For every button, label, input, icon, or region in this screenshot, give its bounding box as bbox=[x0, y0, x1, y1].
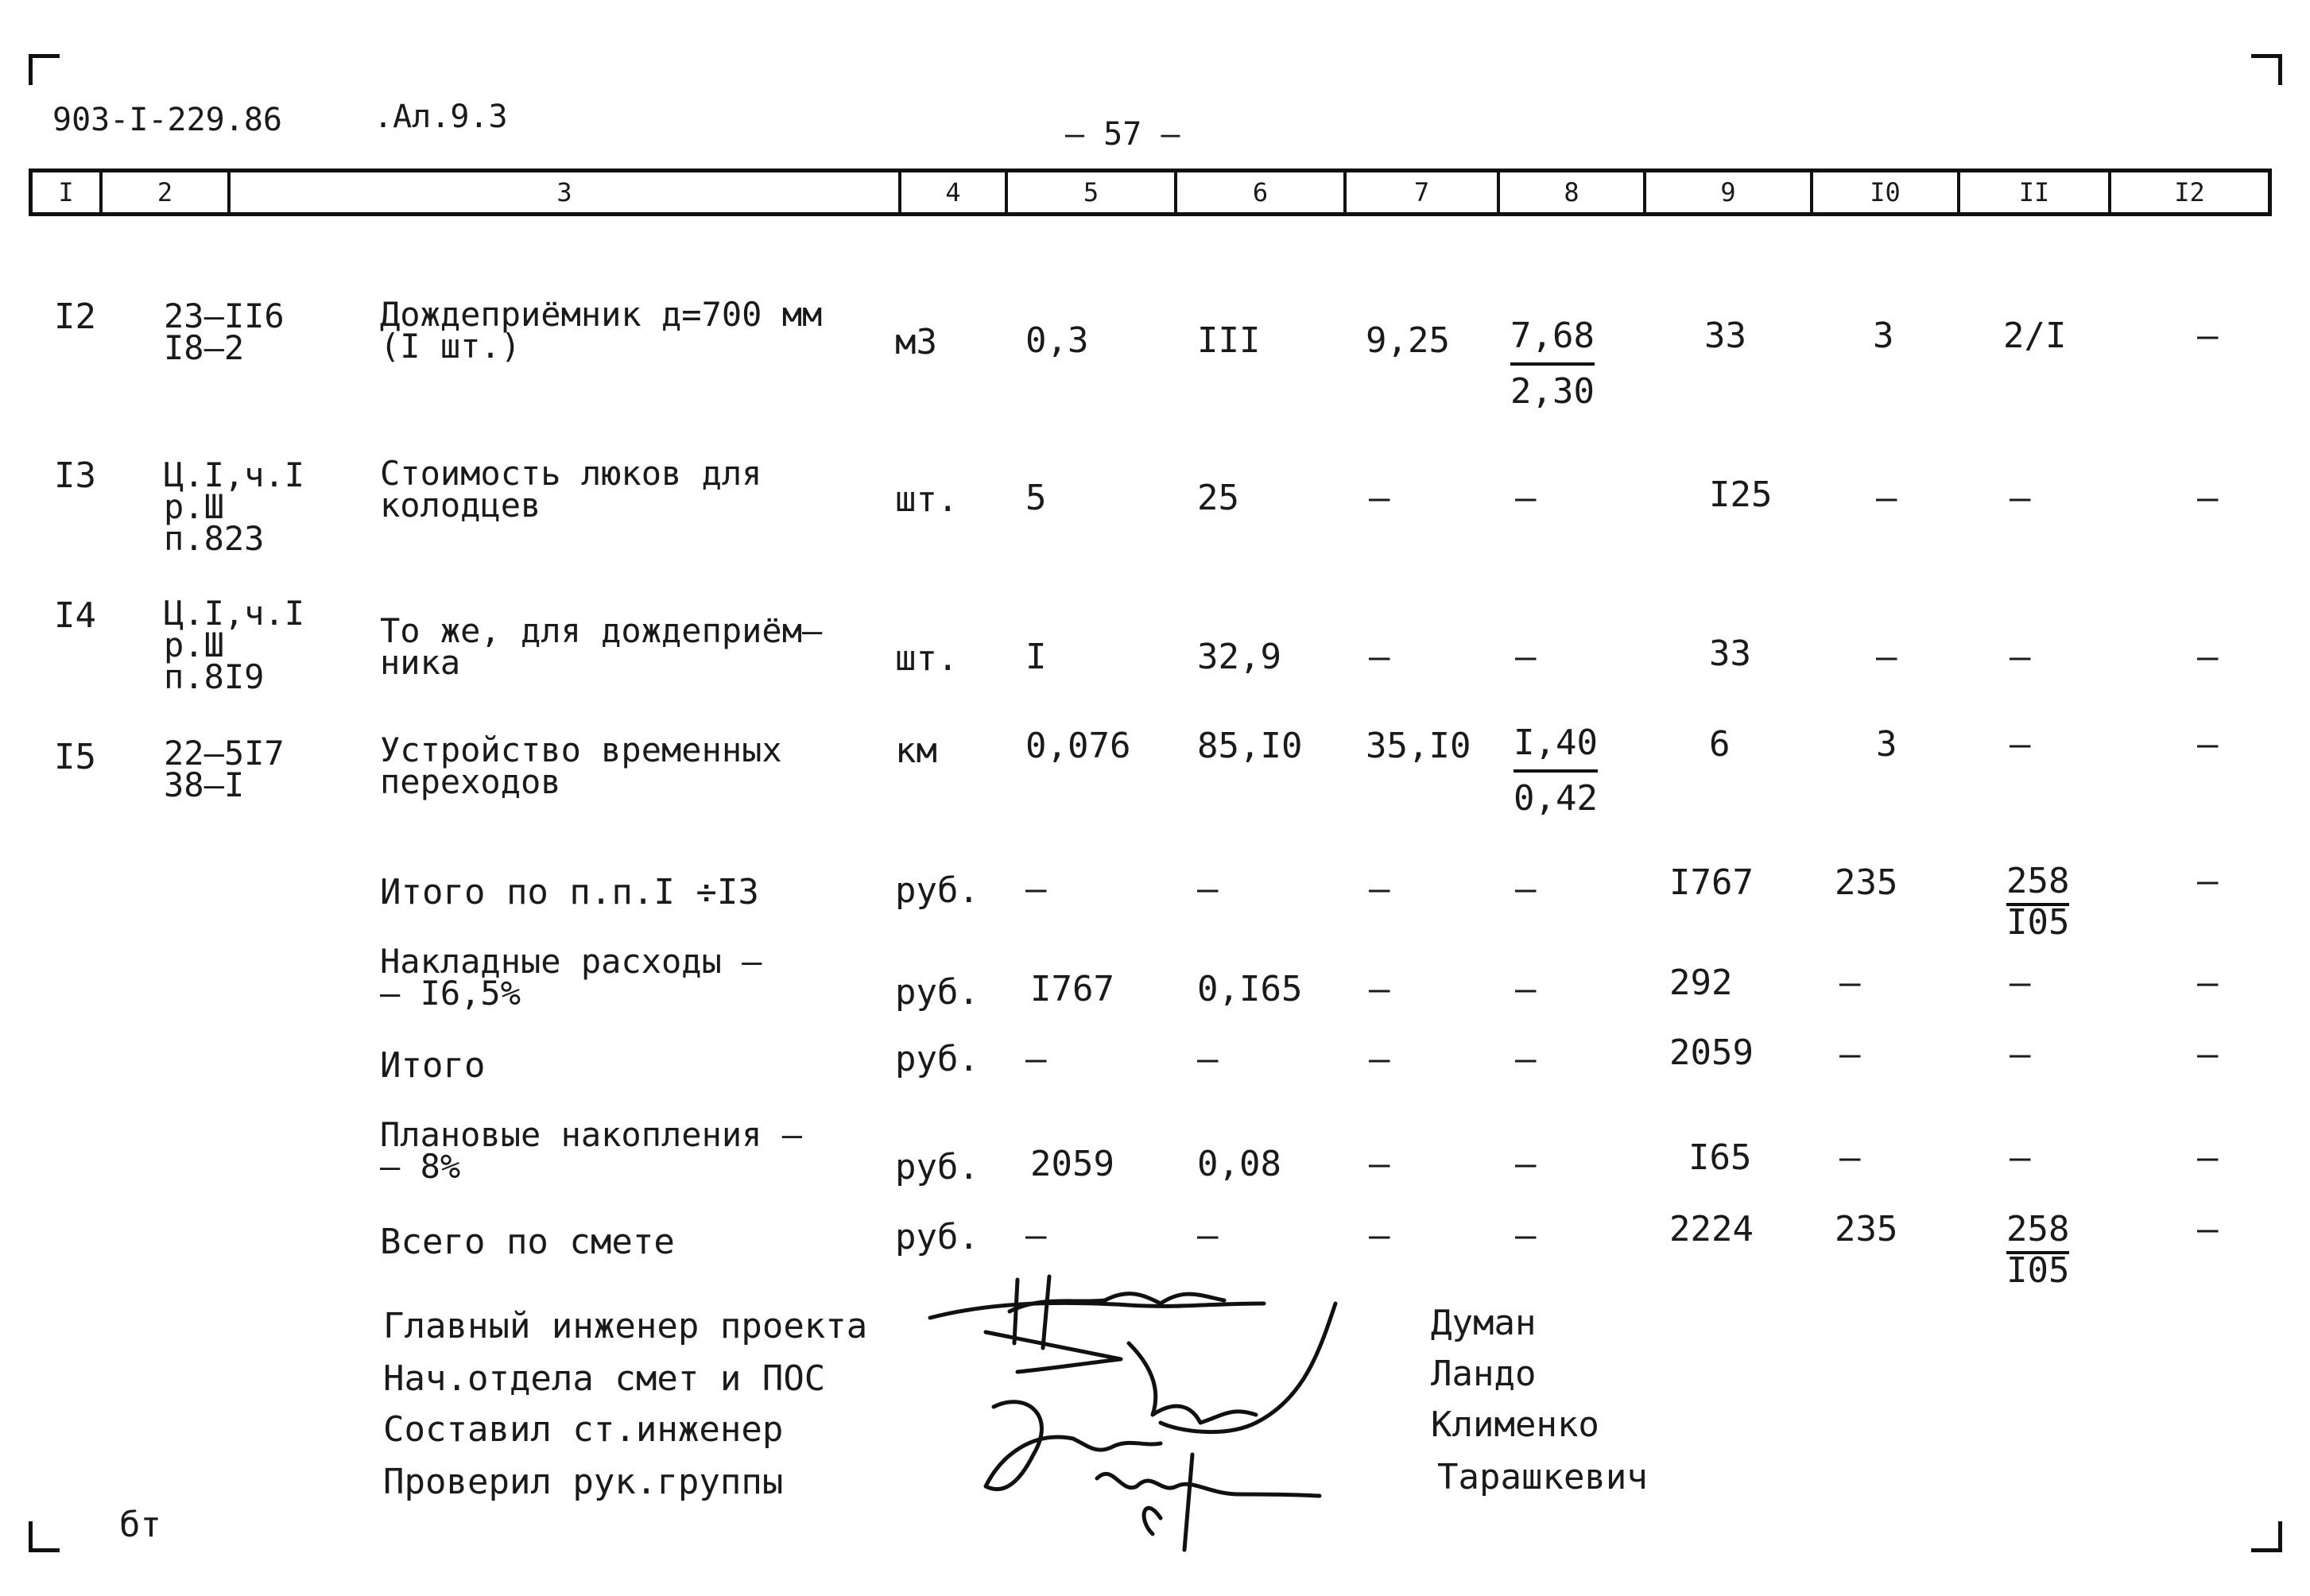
total-cost: 292 bbox=[1669, 963, 1733, 1003]
norm-reference bbox=[164, 296, 285, 367]
norm-reference-line: 22–5I7 bbox=[164, 734, 285, 773]
quantity: – bbox=[1025, 1215, 1047, 1256]
total-machine: 2/I bbox=[2003, 316, 2067, 356]
totals-label: Итого по п.п.I ÷I3 bbox=[380, 872, 759, 912]
total-wages: – bbox=[1839, 1137, 1861, 1178]
total-machine: – bbox=[2010, 1137, 2031, 1178]
signatory-title: Составил ст.инженер bbox=[383, 1409, 784, 1450]
signature-stroke bbox=[1014, 1280, 1017, 1343]
signatory-title: Проверил рук.группы bbox=[383, 1462, 784, 1502]
work-description bbox=[380, 454, 762, 525]
norm-reference-line: 23–II6 bbox=[164, 296, 285, 335]
column-12-value: – bbox=[2197, 1137, 2219, 1178]
unit: шт. bbox=[895, 479, 959, 520]
norm-reference bbox=[164, 594, 305, 696]
machine-cost: – bbox=[1515, 1144, 1537, 1184]
quantity: 0,076 bbox=[1025, 726, 1131, 766]
fraction-denominator: 0,42 bbox=[1514, 778, 1598, 819]
corner-mark-top-left bbox=[29, 54, 60, 85]
total-wages: 235 bbox=[1835, 862, 1898, 903]
signatory-name: Тарашкевич bbox=[1437, 1457, 1648, 1497]
column-12-value: – bbox=[2197, 861, 2219, 901]
total-wages: 3 bbox=[1876, 724, 1897, 765]
total-wages: – bbox=[1839, 963, 1861, 1003]
column-12-value: – bbox=[2197, 637, 2219, 677]
corner-mark-top-right bbox=[2251, 54, 2282, 85]
work-description bbox=[380, 730, 782, 801]
unit-cost: III bbox=[1197, 320, 1261, 361]
machine-cost: – bbox=[1515, 1215, 1537, 1256]
total-cost: I65 bbox=[1688, 1137, 1752, 1178]
fraction-numerator: 7,68 bbox=[1510, 318, 1595, 366]
signature-stroke bbox=[1097, 1474, 1320, 1496]
signatory-name: Клименко bbox=[1431, 1404, 1599, 1445]
totals-label-line: Плановые накопления – bbox=[380, 1115, 803, 1154]
signature-stroke bbox=[986, 1332, 1121, 1372]
column-header: 5 bbox=[1008, 172, 1177, 212]
unit: руб. bbox=[895, 972, 979, 1013]
handwritten-signatures bbox=[922, 1256, 1367, 1558]
work-description-line: Дождеприёмник д=700 мм bbox=[380, 295, 823, 334]
unit-cost: 85,I0 bbox=[1197, 726, 1303, 766]
column-header: 7 bbox=[1347, 172, 1500, 212]
work-description-line: (I шт.) bbox=[380, 327, 521, 366]
signatory-name: Думан bbox=[1431, 1303, 1537, 1343]
unit-cost: – bbox=[1197, 1215, 1219, 1256]
fraction-numerator: 258 bbox=[2006, 861, 2069, 906]
unit: шт. bbox=[895, 638, 959, 679]
column-12-value: – bbox=[2197, 316, 2219, 356]
total-wages: – bbox=[1876, 637, 1897, 677]
total-machine: – bbox=[2010, 724, 2031, 765]
signature-stroke bbox=[930, 1303, 1264, 1318]
work-description-line: колодцев bbox=[380, 486, 541, 525]
total-wages: – bbox=[1876, 478, 1897, 518]
column-12-value: – bbox=[2197, 1034, 2219, 1075]
quantity: – bbox=[1025, 1039, 1047, 1079]
album-code: .Ал.9.3 bbox=[374, 99, 508, 135]
norm-reference bbox=[164, 455, 305, 558]
column-header: 9 bbox=[1646, 172, 1813, 212]
total-machine-fraction bbox=[2006, 1211, 2069, 1289]
column-12-value: – bbox=[2197, 478, 2219, 518]
machine-cost: – bbox=[1515, 478, 1537, 518]
quantity: – bbox=[1025, 869, 1047, 909]
unit-cost: 25 bbox=[1197, 478, 1239, 518]
wages: 35,I0 bbox=[1366, 726, 1471, 766]
totals-label: Всего по смете bbox=[380, 1222, 675, 1262]
row-number: I3 bbox=[54, 455, 96, 496]
column-header: II bbox=[1960, 172, 2111, 212]
fraction-denominator: I05 bbox=[2006, 902, 2070, 943]
signature-stroke bbox=[986, 1402, 1161, 1489]
column-header: 3 bbox=[231, 172, 901, 212]
column-header: I bbox=[33, 172, 103, 212]
machine-cost-fraction bbox=[1514, 722, 1598, 819]
unit: руб. bbox=[895, 1039, 979, 1079]
wages: – bbox=[1369, 478, 1390, 518]
unit: км bbox=[895, 730, 937, 771]
unit: м3 bbox=[895, 322, 937, 362]
fraction-numerator: 258 bbox=[2006, 1209, 2069, 1254]
norm-reference-line: Ц.I,ч.I bbox=[164, 455, 305, 494]
norm-reference-line: р.Ш bbox=[164, 626, 224, 664]
work-description-line: То же, для дождеприём– bbox=[380, 611, 823, 650]
fraction-denominator: I05 bbox=[2006, 1250, 2070, 1291]
total-wages: – bbox=[1839, 1034, 1861, 1075]
totals-label-line: – 8% bbox=[380, 1147, 461, 1186]
doc-code: 903-I-229.86 bbox=[52, 102, 282, 138]
unit-cost: – bbox=[1197, 869, 1219, 909]
signature-stroke bbox=[1144, 1508, 1161, 1534]
unit-cost: 0,I65 bbox=[1197, 969, 1303, 1009]
work-description-line: Стоимость люков для bbox=[380, 454, 762, 493]
signature-stroke bbox=[1184, 1455, 1192, 1550]
corner-mark-bottom-left bbox=[29, 1521, 60, 1552]
column-12-value: – bbox=[2197, 963, 2219, 1003]
quantity: 2059 bbox=[1030, 1144, 1114, 1184]
total-cost: 6 bbox=[1709, 724, 1731, 765]
machine-cost: – bbox=[1515, 869, 1537, 909]
totals-label-line: Накладные расходы – bbox=[380, 942, 762, 981]
totals-label: Итого bbox=[380, 1045, 486, 1086]
total-cost: I25 bbox=[1709, 475, 1773, 515]
wages: 9,25 bbox=[1366, 320, 1450, 361]
unit: руб. bbox=[895, 1217, 979, 1257]
quantity: 0,3 bbox=[1025, 320, 1089, 361]
norm-reference-line: п.823 bbox=[164, 519, 265, 558]
norm-reference-line: п.8I9 bbox=[164, 657, 265, 696]
column-header: 4 bbox=[901, 172, 1008, 212]
work-description-line: переходов bbox=[380, 762, 561, 801]
quantity: 5 bbox=[1025, 478, 1047, 518]
row-number: I5 bbox=[54, 737, 96, 777]
column-header: 6 bbox=[1177, 172, 1347, 212]
total-machine: – bbox=[2010, 1034, 2031, 1075]
column-header: I2 bbox=[2174, 177, 2205, 207]
signatory-name: Ландо bbox=[1431, 1354, 1537, 1394]
totals-label-line: – I6,5% bbox=[380, 974, 521, 1013]
total-cost: 33 bbox=[1709, 633, 1751, 674]
norm-reference-line: р.Ш bbox=[164, 487, 224, 526]
total-wages: 3 bbox=[1873, 316, 1894, 356]
machine-cost-fraction bbox=[1510, 318, 1595, 410]
total-machine: – bbox=[2010, 637, 2031, 677]
norm-reference-line: 38–I bbox=[164, 765, 245, 804]
machine-cost: – bbox=[1515, 969, 1537, 1009]
unit: руб. bbox=[895, 1147, 979, 1187]
unit-cost: 32,9 bbox=[1197, 637, 1281, 677]
norm-reference-line: Ц.I,ч.I bbox=[164, 594, 305, 633]
unit-cost: 0,08 bbox=[1197, 1144, 1281, 1184]
work-description-line: ника bbox=[380, 643, 461, 682]
fraction-denominator: 2,30 bbox=[1510, 371, 1595, 412]
quantity: I bbox=[1025, 637, 1047, 677]
total-machine: – bbox=[2010, 963, 2031, 1003]
column-header: 2 bbox=[103, 172, 231, 212]
total-machine: – bbox=[2010, 478, 2031, 518]
column-12-value: – bbox=[2197, 724, 2219, 765]
work-description bbox=[380, 611, 823, 682]
signatory-title: Главный инженер проекта bbox=[383, 1306, 868, 1346]
unit-cost: – bbox=[1197, 1039, 1219, 1079]
signatory-title: Нач.отдела смет и ПОС bbox=[383, 1358, 826, 1399]
total-machine-fraction bbox=[2006, 863, 2069, 941]
total-cost: 2059 bbox=[1669, 1032, 1754, 1073]
wages: – bbox=[1369, 869, 1390, 909]
row-number: I2 bbox=[54, 296, 96, 337]
total-wages: 235 bbox=[1835, 1209, 1898, 1249]
column-header: 8 bbox=[1500, 172, 1646, 212]
totals-label bbox=[380, 942, 762, 1013]
quantity: I767 bbox=[1030, 969, 1114, 1009]
wages: – bbox=[1369, 969, 1390, 1009]
row-number: I4 bbox=[54, 595, 96, 636]
norm-reference-line: I8–2 bbox=[164, 328, 245, 367]
norm-reference bbox=[164, 734, 285, 804]
footer-mark: бт bbox=[119, 1505, 161, 1545]
column-header: I0 bbox=[1813, 172, 1960, 212]
signature-stroke bbox=[1129, 1343, 1256, 1423]
total-cost: 2224 bbox=[1669, 1209, 1754, 1249]
work-description bbox=[380, 295, 823, 366]
signature-stroke bbox=[1043, 1276, 1049, 1348]
corner-mark-bottom-right bbox=[2251, 1521, 2282, 1552]
machine-cost: – bbox=[1515, 637, 1537, 677]
total-cost: I767 bbox=[1669, 862, 1754, 903]
machine-cost: – bbox=[1515, 1039, 1537, 1079]
wages: – bbox=[1369, 1215, 1390, 1256]
column-12-value: – bbox=[2197, 1209, 2219, 1249]
fraction-numerator: I,40 bbox=[1514, 725, 1598, 773]
work-description-line: Устройство временных bbox=[380, 730, 782, 769]
column-header-bar bbox=[29, 169, 2272, 216]
wages: – bbox=[1369, 637, 1390, 677]
totals-label bbox=[380, 1115, 803, 1186]
page-number: — 57 — bbox=[1065, 116, 1180, 153]
total-cost: 33 bbox=[1704, 316, 1746, 356]
unit: руб. bbox=[895, 870, 979, 911]
wages: – bbox=[1369, 1039, 1390, 1079]
wages: – bbox=[1369, 1144, 1390, 1184]
